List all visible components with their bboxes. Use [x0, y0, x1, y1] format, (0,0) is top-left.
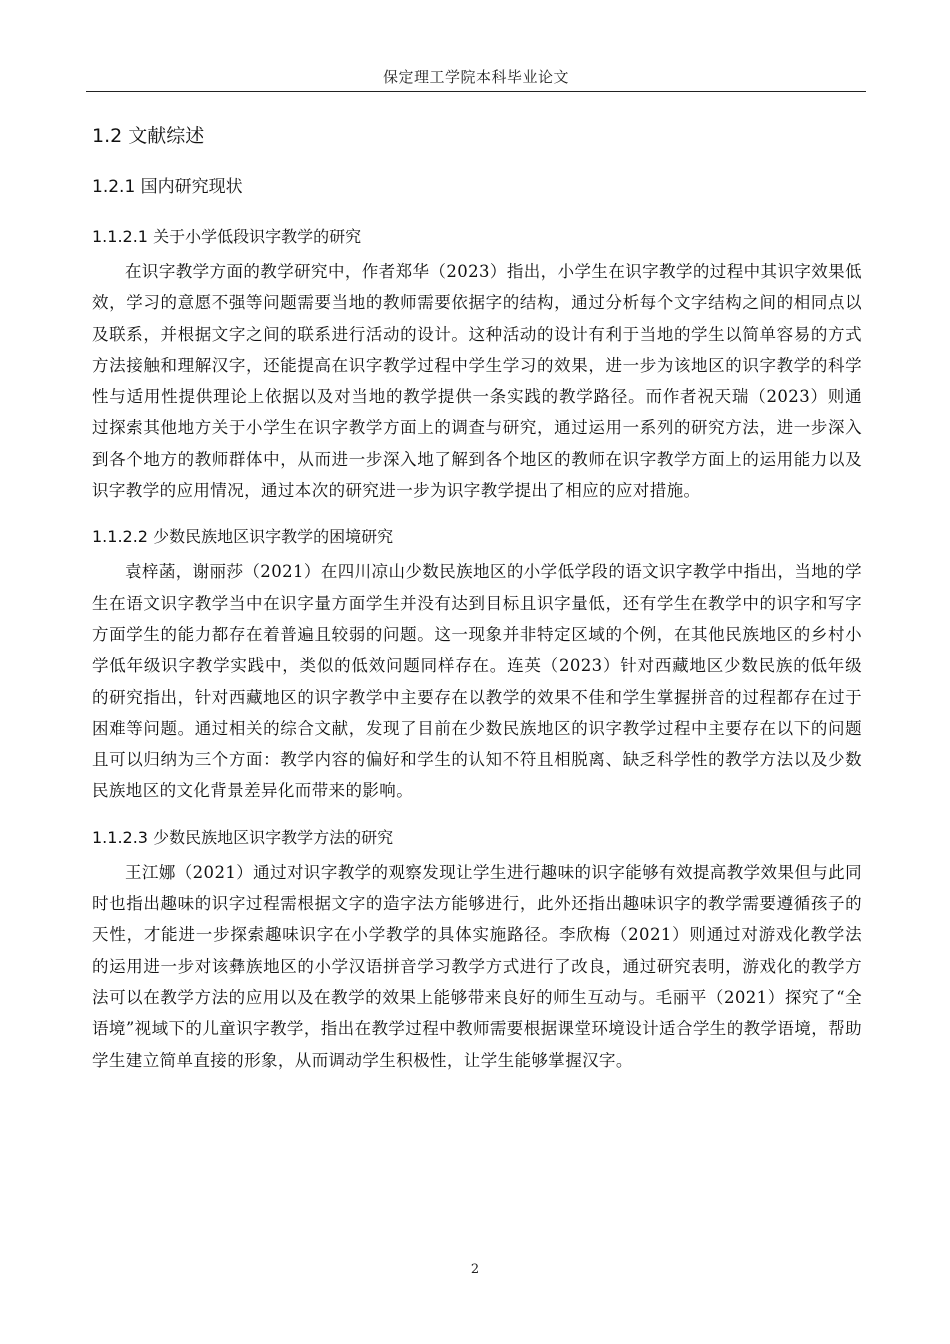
paragraph-1: 在识字教学方面的教学研究中，作者郑华（2023）指出，小学生在识字教学的过程中其识字效果低效，学习的意愿不强等问题需要当地的教师需要依据字的结构，通过分析每个文字结构之间的相同点以及联系，并根据文字之间的联系进行活动的设计。这种活动的设计有利于当地的学生以简单容易的方式方法接触和理解汉字，还能提高在识字教学过程中学生学习的效果，进一步为该地区的识字教学的科学性与适用性提供理论上依据以及对当地的教学提供一条实践的教学路径。而作者祝天瑞（2023）则通过探索其他地方关于小学生在识字教学方面上的调查与研究，通过运用一系列的研究方法，进一步深入到各个地方的教师群体中，从而进一步深入地了解到各个地区的教师在识字教学方面上的运用能力以及识字教学的应用情况，通过本次的研究进一步为识字教学提出了相应的应对措施。	[92, 262, 862, 501]
header-rule	[86, 91, 866, 92]
paragraph-2: 袁梓菡，谢丽莎（2021）在四川凉山少数民族地区的小学低学段的语文识字教学中指出，当地的学生在语文识字教学当中在识字量方面学生并没有达到目标且识字量低，还有学生在教学中的识字和写字方面学生的能力都存在着普遍且较弱的问题。这一现象并非特定区域的个例，在其他民族地区的乡村小学低年级识字教学实践中，类似的低效问题同样存在。连英（2023）针对西藏地区少数民族的低年级的研究指出，针对西藏地区的识字教学中主要存在以教学的效果不佳和学生掌握拼音的过程都存在过于困难等问题。通过相关的综合文献，发现了目前在少数民族地区的识字教学过程中主要存在以下的问题且可以归纳为三个方面：教学内容的偏好和学生的认知不符且相脱离、缺乏科学性的教学方法以及少数民族地区的文化背景差异化而带来的影响。	[92, 562, 862, 801]
subsubsection-heading-1: 1.1.2.1 关于小学低段识字教学的研究	[92, 227, 362, 246]
running-header: 保定理工学院本科毕业论文	[382, 68, 569, 86]
section-heading: 1.2 文献综述	[92, 125, 205, 147]
subsection-heading: 1.2.1 国内研究现状	[92, 177, 243, 197]
page-body	[92, 112, 862, 1076]
paragraph-3: 王江娜（2021）通过对识字教学的观察发现让学生进行趣味的识字能够有效提高教学效果但与此同时也指出趣味的识字过程需根据文字的造字法方能够进行，此外还指出趣味识字的教学需要遵循孩子的天性，才能进一步探索趣味识字在小学教学的具体实施路径。李欣梅（2021）则通过对游戏化教学法的运用进一步对该彝族地区的小学汉语拼音学习教学方式进行了改良，通过研究表明，游戏化的教学方法可以在教学方法的应用以及在教学的效果上能够带来良好的师生互动与。毛丽平（2021）探究了“全语境”视域下的儿童识字教学，指出在教学过程中教师需要根据课堂环境设计适合学生的教学语境，帮助学生建立简单直接的形象，从而调动学生积极性，让学生能够掌握汉字。	[92, 862, 862, 1070]
subsubsection-heading-3: 1.1.2.3 少数民族地区识字教学方法的研究	[92, 827, 394, 847]
page-number: 2	[470, 1262, 480, 1277]
subsubsection-heading-2: 1.1.2.2 少数民族地区识字教学的困境研究	[92, 527, 394, 547]
